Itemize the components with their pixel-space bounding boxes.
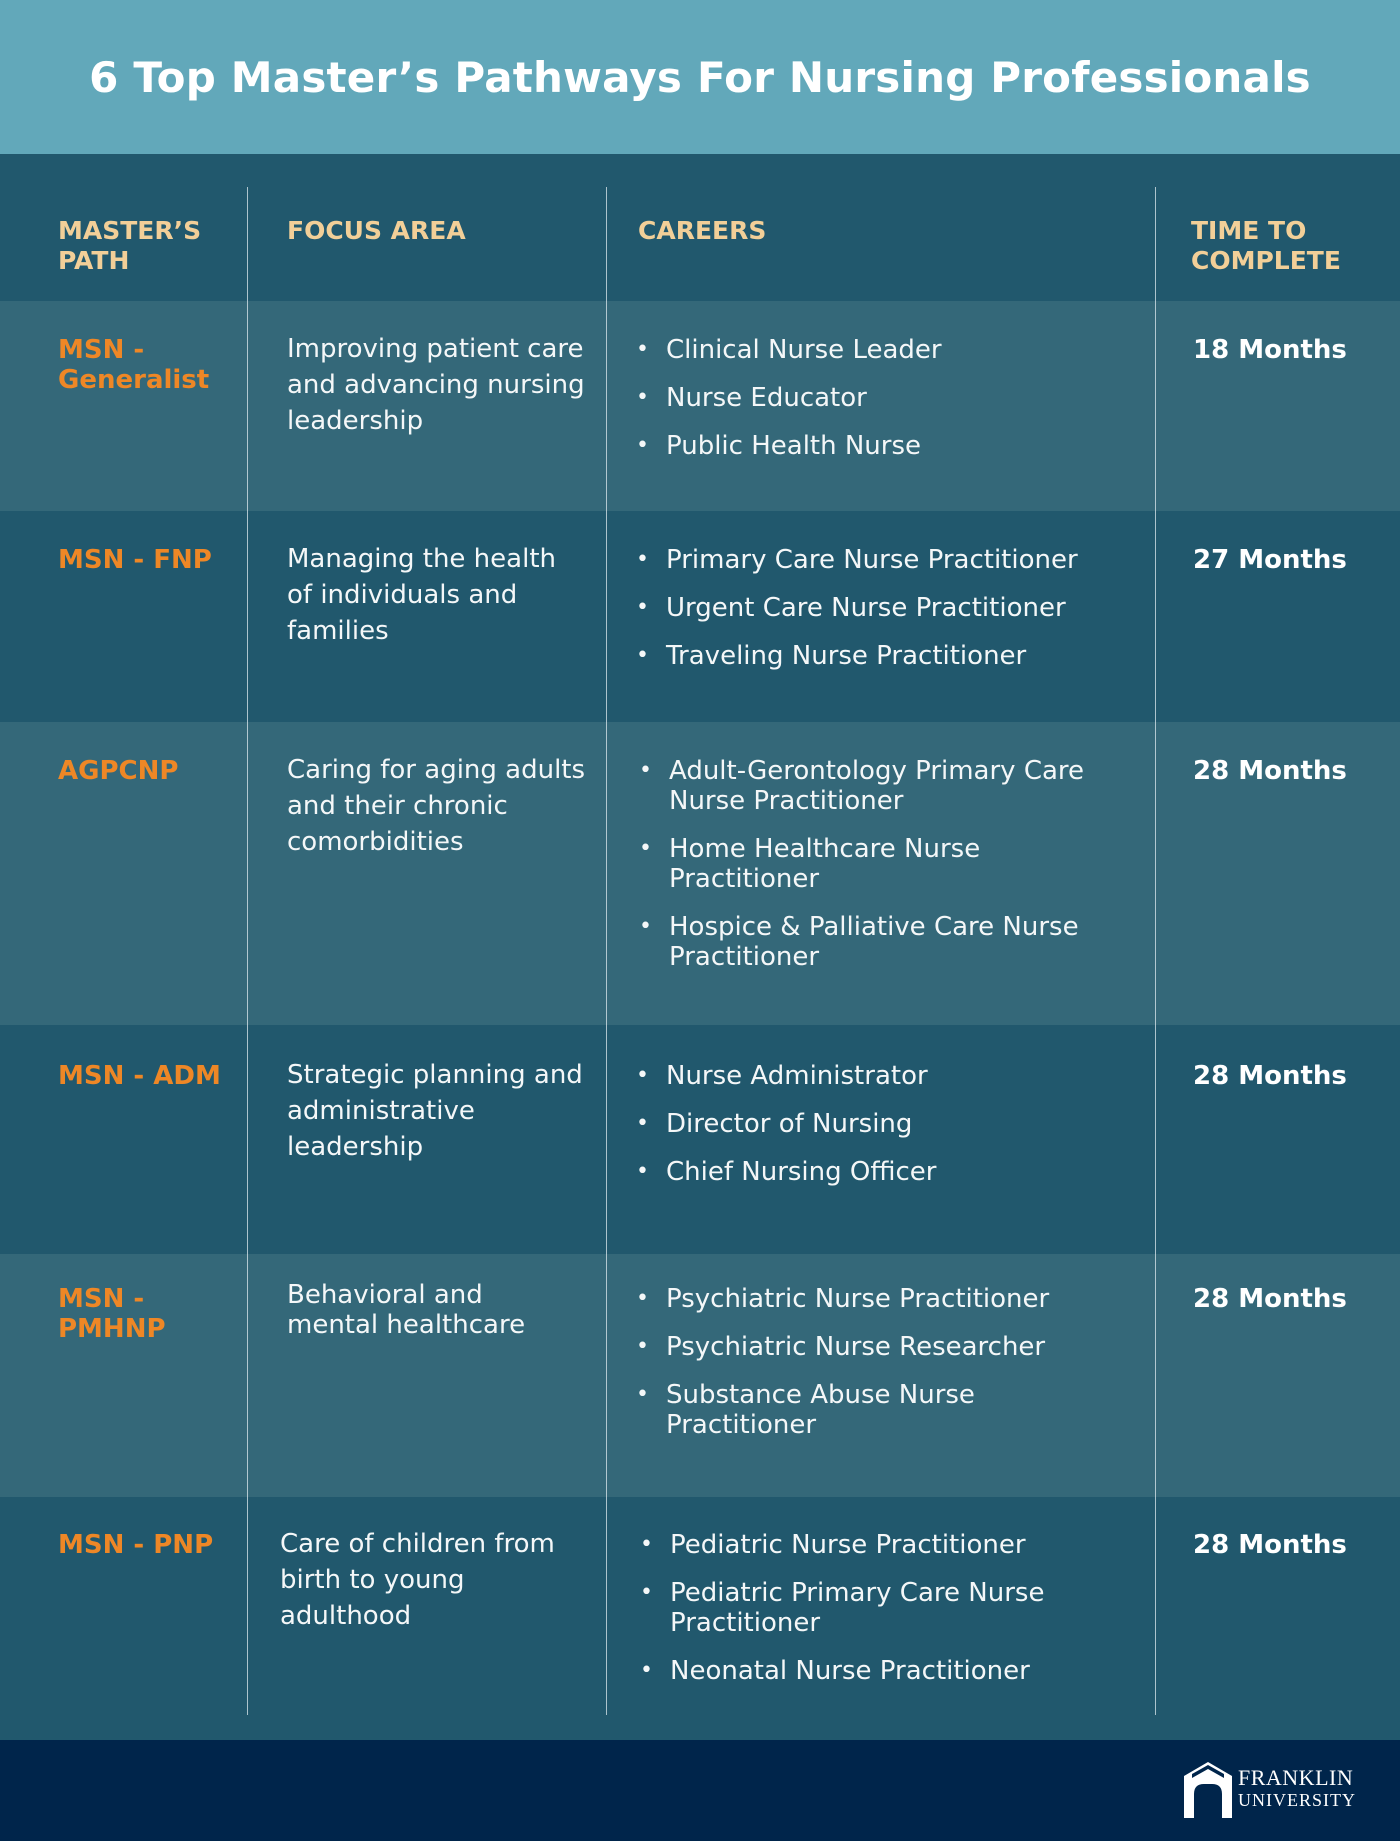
list-item: • Nurse Educator [634,383,1124,413]
row-careers-list [637,756,1117,990]
list-item: • Public Health Nurse [634,431,1124,461]
column-header-time: TIME TO COMPLETE [1191,216,1341,275]
row-time: 28 Months [1193,1061,1347,1091]
list-item: • Hospice & Palliative Care Nurse Practitioner [637,912,1117,972]
row-time: 18 Months [1193,335,1347,365]
page-footer [0,1740,1400,1841]
row-time: 28 Months [1193,1530,1347,1560]
row-path: AGPCNP [58,756,179,786]
list-item: • Psychiatric Nurse Researcher [634,1332,1124,1362]
column-header-path: MASTER’S PATH [58,216,202,275]
list-item: • Adult-Gerontology Primary Care Nurse Practitioner [637,756,1117,816]
list-item: • Director of Nursing [634,1109,1124,1139]
list-item: • Substance Abuse Nurse Practitioner [634,1380,1124,1440]
row-focus: Strategic planning and administrative leadership [287,1060,583,1162]
row-path: MSN - Generalist [58,335,210,395]
column-header-careers: CAREERS [638,216,767,245]
list-item: • Urgent Care Nurse Practitioner [634,593,1124,623]
column-divider [1155,187,1156,1715]
page-header [0,0,1400,154]
list-item: • Primary Care Nurse Practitioner [634,545,1124,575]
row-focus: Care of children from birth to young adulthood [280,1529,555,1631]
row-path: MSN - PNP [58,1530,214,1560]
list-item: • Clinical Nurse Leader [634,335,1124,365]
list-item: • Nurse Administrator [634,1061,1124,1091]
franklin-university-logo [1182,1760,1356,1818]
row-focus: Managing the health of individuals and families [287,544,556,646]
row-careers-list [634,335,1124,479]
column-header-focus: FOCUS AREA [287,216,466,245]
row-focus: Behavioral and mental healthcare [287,1280,526,1340]
list-item: • Psychiatric Nurse Practitioner [634,1284,1124,1314]
row-path: MSN - FNP [58,545,212,575]
row-focus: Caring for aging adults and their chronic comorbidities [287,755,586,857]
row-path: MSN - ADM [58,1061,221,1091]
logo-text-line1: FRANKLIN [1238,1765,1354,1790]
column-divider [247,187,248,1715]
page-title: 6 Top Master’s Pathways For Nursing Professionals [89,52,1311,102]
list-item: • Pediatric Primary Care Nurse Practitioner [638,1578,1128,1638]
list-item: • Neonatal Nurse Practitioner [638,1656,1128,1686]
list-item: • Home Healthcare Nurse Practitioner [637,834,1117,894]
pathways-table [0,154,1400,1740]
row-time: 28 Months [1193,1284,1347,1314]
row-time: 27 Months [1193,545,1347,575]
franklin-logo-icon [1182,1760,1234,1818]
row-careers-list [634,1061,1124,1205]
row-focus: Improving patient care and advancing nursing leadership [287,334,585,436]
row-careers-list [638,1530,1128,1704]
row-path: MSN - PMHNP [58,1284,166,1344]
list-item: • Chief Nursing Officer [634,1157,1124,1187]
row-careers-list [634,1284,1124,1458]
row-careers-list [634,545,1124,689]
logo-text-line2: UNIVERSITY [1238,1790,1356,1810]
list-item: • Pediatric Nurse Practitioner [638,1530,1128,1560]
list-item: • Traveling Nurse Practitioner [634,641,1124,671]
column-divider [606,187,607,1715]
row-time: 28 Months [1193,756,1347,786]
